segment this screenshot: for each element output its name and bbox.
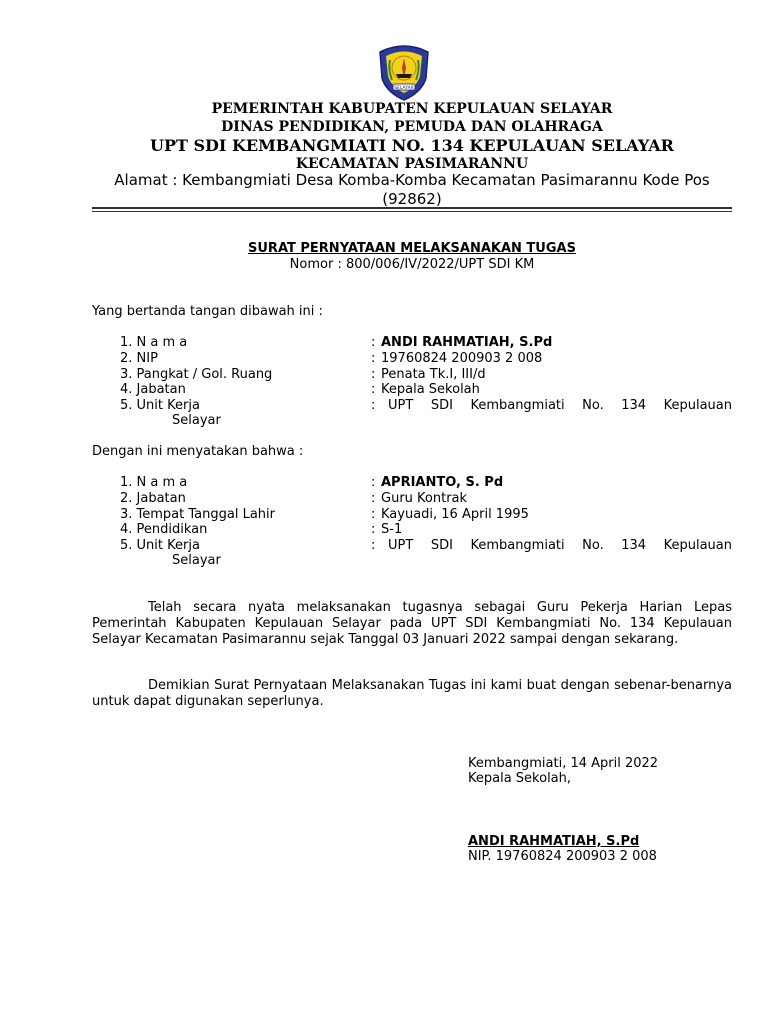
svg-text:SELAYAR: SELAYAR	[394, 86, 414, 91]
field-colon: :	[371, 475, 376, 490]
field-value: APRIANTO, S. Pd	[381, 475, 504, 490]
field-label: 1. N a m a	[120, 335, 188, 350]
subject-unit-continuation: Selayar	[172, 553, 221, 568]
regency-logo	[372, 38, 436, 102]
header-divider-thin	[92, 211, 732, 212]
word: Kembangmiati	[470, 398, 565, 413]
signer-unit-continuation: Selayar	[172, 413, 221, 428]
header-divider-thick	[92, 207, 732, 209]
field-value: S-1	[381, 522, 403, 537]
document-number: Nomor : 800/006/IV/2022/UPT SDI KM	[289, 257, 535, 272]
header-department: DINAS PENDIDIKAN, PEMUDA DAN OLAHRAGA	[221, 119, 603, 135]
field-value: Kayuadi, 16 April 1995	[381, 507, 529, 522]
word: Kembangmiati	[470, 538, 565, 553]
field-colon: :	[371, 351, 376, 366]
field-colon: :	[371, 398, 376, 413]
subject-row-education	[120, 522, 732, 538]
field-colon: :	[371, 507, 376, 522]
field-label: 4. Pendidikan	[120, 522, 208, 537]
field-value: Penata Tk.I, III/d	[381, 367, 486, 382]
signer-row-name	[120, 335, 732, 351]
signature-position: Kepala Sekolah,	[468, 771, 572, 786]
signer-row-rank	[120, 367, 732, 383]
field-label: 2. NIP	[120, 351, 158, 366]
signer-row-nip	[120, 351, 732, 367]
field-colon: :	[371, 382, 376, 397]
word: 134	[621, 398, 647, 413]
word: SDI	[430, 538, 453, 553]
word: No.	[582, 398, 604, 413]
signature-name: ANDI RAHMATIAH, S.Pd	[468, 834, 640, 849]
subject-row-unit	[120, 538, 732, 554]
document-title: SURAT PERNYATAAN MELAKSANAKAN TUGAS	[248, 241, 576, 256]
field-value: Guru Kontrak	[381, 491, 468, 506]
field-value	[388, 538, 732, 554]
word: Kepulauan	[663, 398, 732, 413]
field-colon: :	[371, 335, 376, 350]
header-district: KECAMATAN PASIMARANNU	[295, 156, 529, 172]
subject-row-birth	[120, 507, 732, 523]
field-value	[388, 398, 732, 414]
word: SDI	[430, 398, 453, 413]
signature-place-date: Kembangmiati, 14 April 2022	[468, 756, 659, 771]
field-colon: :	[371, 367, 376, 382]
field-colon: :	[371, 522, 376, 537]
field-colon: :	[371, 538, 376, 553]
field-label: 3. Tempat Tanggal Lahir	[120, 507, 275, 522]
signature-nip: NIP. 19760824 200903 2 008	[468, 849, 657, 864]
field-label: 5. Unit Kerja	[120, 538, 200, 553]
field-value: 19760824 200903 2 008	[381, 351, 543, 366]
closing-paragraph	[92, 678, 732, 710]
word: No.	[582, 538, 604, 553]
field-label: 5. Unit Kerja	[120, 398, 200, 413]
header-school: UPT SDI KEMBANGMIATI NO. 134 KEPULAUAN SELAYAR	[150, 136, 674, 155]
field-label: 4. Jabatan	[120, 382, 186, 397]
statement-paragraph	[92, 600, 732, 648]
header-address: Alamat : Kembangmiati Desa Komba-Komba Kecamatan Pasimarannu Kode Pos (92862)	[114, 171, 710, 208]
intro-subject: Dengan ini menyatakan bahwa :	[92, 444, 304, 459]
field-value: ANDI RAHMATIAH, S.Pd	[381, 335, 553, 350]
signer-row-position	[120, 382, 732, 398]
field-label: 1. N a m a	[120, 475, 188, 490]
field-label: 3. Pangkat / Gol. Ruang	[120, 367, 273, 382]
intro-signer: Yang bertanda tangan dibawah ini :	[92, 304, 323, 319]
subject-row-name	[120, 475, 732, 491]
paragraph-text: Demikian Surat Pernyataan Melaksanakan Tugas ini kami buat dengan sebenar-benarnya untuk dapat digunakan seperlunya.	[92, 678, 732, 709]
field-label: 2. Jabatan	[120, 491, 186, 506]
signer-row-unit	[120, 398, 732, 414]
word: Kepulauan	[663, 538, 732, 553]
paragraph-text: Telah secara nyata melaksanakan tugasnya sebagai Guru Pekerja Harian Lepas Pemerintah Kabupaten Kepulauan Selayar pada UPT SDI Kembangmiati No. 134 Kepulauan Selayar Kecamatan Pasimarannu sejak Tanggal 03 Januari 2022 sampai dengan sekarang.	[92, 600, 732, 647]
subject-row-position	[120, 491, 732, 507]
word: UPT	[388, 398, 414, 413]
word: UPT	[388, 538, 414, 553]
field-value: Kepala Sekolah	[381, 382, 480, 397]
word: 134	[621, 538, 647, 553]
field-colon: :	[371, 491, 376, 506]
header-government: PEMERINTAH KABUPATEN KEPULAUAN SELAYAR	[211, 101, 613, 117]
